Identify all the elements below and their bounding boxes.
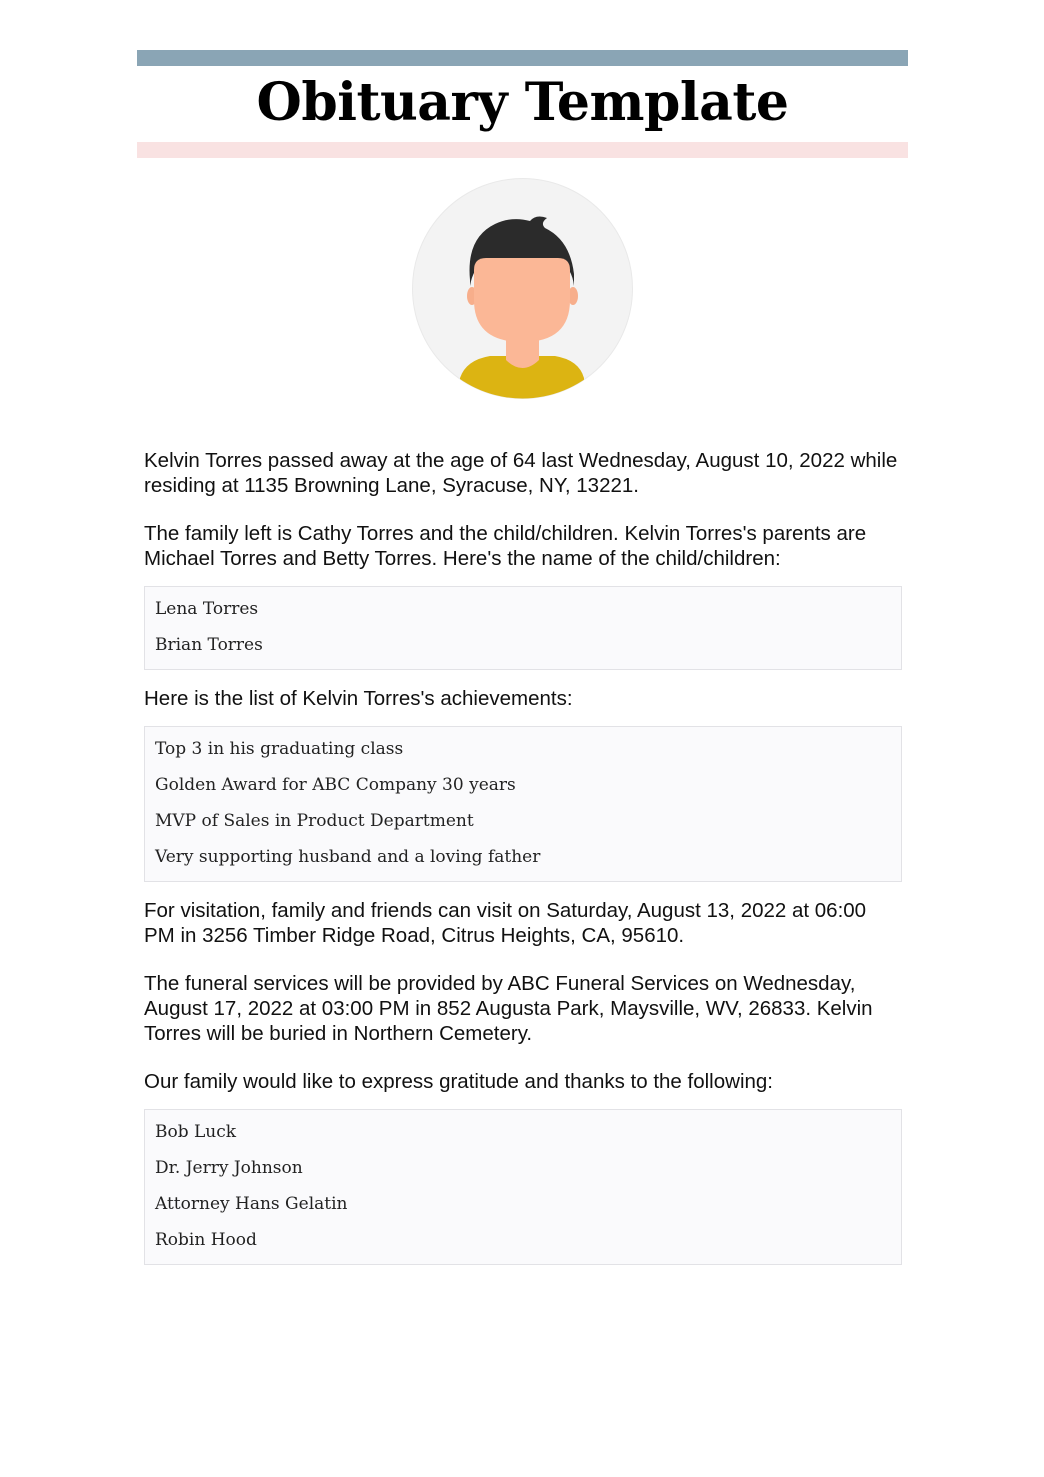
achievements-list [144,726,902,882]
list-item: MVP of Sales in Product Department [155,811,474,831]
achievements-intro: Here is the list of Kelvin Torres's achievements: [144,687,573,710]
children-list [144,586,902,670]
title-bottom-band [137,142,908,158]
page-title: Obituary Template [256,72,789,133]
list-item: Brian Torres [155,635,263,655]
person-avatar-icon [412,178,633,399]
visitation-paragraph: For visitation, family and friends can visit on Saturday, August 13, 2022 at 06:00 PM in 3256 Timber Ridge Road, Citrus Heights, CA, 95610. [144,899,867,947]
funeral-paragraph: The funeral services will be provided by ABC Funeral Services on Wednesday, August 17, 2022 at 03:00 PM in 852 Augusta Park, Maysville, WV, 26833. Kelvin Torres will be buried in Northern Cemetery. [144,972,873,1045]
gratitude-list [144,1109,902,1265]
intro-paragraph: Kelvin Torres passed away at the age of 64 last Wednesday, August 10, 2022 while residing at 1135 Browning Lane, Syracuse, NY, 13221. [144,449,898,497]
avatar-face [474,258,570,342]
list-item: Dr. Jerry Johnson [155,1158,303,1178]
list-item: Top 3 in his graduating class [155,739,404,759]
list-item: Golden Award for ABC Company 30 years [155,775,516,795]
title-top-band [137,50,908,66]
list-item: Bob Luck [155,1122,237,1142]
list-item: Attorney Hans Gelatin [155,1194,348,1214]
gratitude-intro: Our family would like to express gratitude and thanks to the following: [144,1070,773,1093]
list-item: Robin Hood [155,1230,257,1250]
avatar [412,178,633,399]
list-item: Very supporting husband and a loving father [155,847,541,867]
list-item: Lena Torres [155,599,259,619]
obituary-body [144,448,902,1265]
family-paragraph: The family left is Cathy Torres and the child/children. Kelvin Torres's parents are Michael Torres and Betty Torres. Here's the name of the child/children: [144,522,867,570]
